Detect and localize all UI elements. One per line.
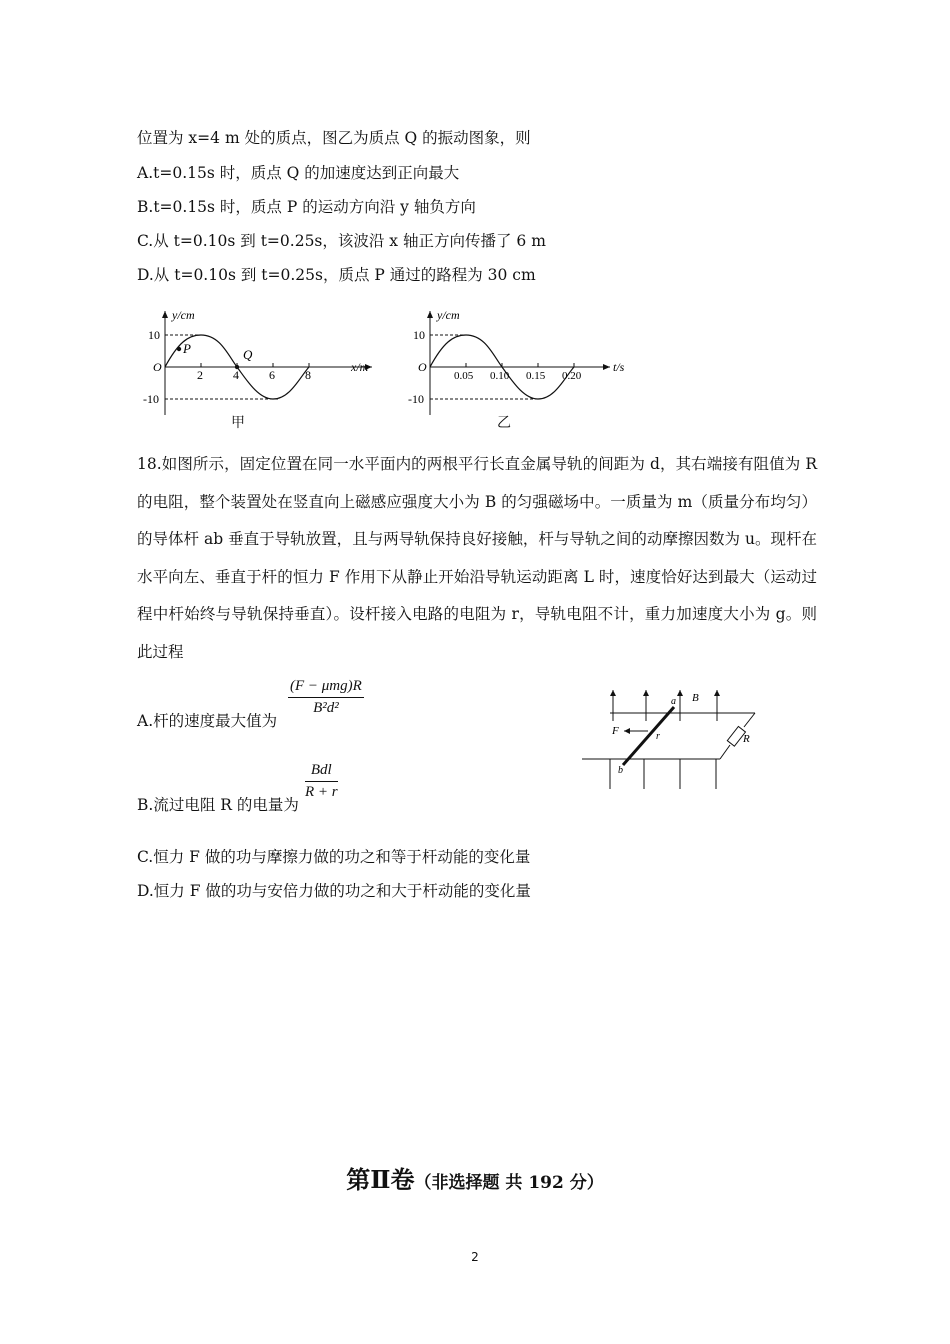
x-tick-label: 6 — [269, 368, 275, 382]
page-number: 2 — [471, 1250, 479, 1264]
resistor-label: R — [743, 733, 750, 745]
q17-option-c: C.从 t=0.10s 到 t=0.25s，该波沿 x 轴正方向传播了 6 m — [137, 232, 546, 250]
point-p-dot — [177, 347, 181, 351]
field-b-label: B — [692, 692, 699, 704]
x-tick-label: 4 — [233, 368, 239, 382]
section-title: 第Ⅱ卷 — [346, 1165, 415, 1194]
rail-rod-figure — [580, 685, 770, 795]
origin-label: O — [153, 360, 162, 374]
x-tick-label: 8 — [305, 368, 311, 382]
q18-option-c: C.恒力 F 做的功与摩擦力做的功之和等于杆动能的变化量 — [137, 848, 531, 866]
rod-resistance-label: r — [656, 731, 660, 742]
y-min-label: -10 — [408, 392, 424, 406]
t-tick-label: 0.05 — [454, 370, 474, 382]
section-subtitle: （非选择题 共 192 分） — [414, 1173, 604, 1193]
x-tick-label: 2 — [197, 368, 203, 382]
q17-option-a: A.t=0.15s 时，质点 Q 的加速度达到正向最大 — [137, 164, 460, 182]
rod-end-a-label: a — [671, 696, 676, 707]
q18-option-a-fraction — [288, 678, 364, 717]
y-max-label: 10 — [148, 328, 160, 342]
fraction-numerator: (F − μmg)R — [288, 678, 364, 698]
y-min-label: -10 — [143, 392, 159, 406]
rod-end-b-label: b — [618, 765, 623, 776]
vibration-graph-yi — [405, 305, 635, 430]
wave-graph-jia — [140, 305, 380, 430]
t-tick-label: 0.15 — [526, 370, 546, 382]
q18-option-b: B.流过电阻 R 的电量为 — [137, 796, 299, 814]
origin-label: O — [418, 360, 427, 374]
t-tick-label: 0.20 — [562, 370, 582, 382]
q17-option-d: D.从 t=0.10s 到 t=0.25s，质点 P 通过的路程为 30 cm — [137, 266, 536, 284]
fraction-denominator: B²d² — [313, 700, 339, 716]
y-axis-label: y/cm — [437, 308, 460, 322]
x-axis-label: x/m — [351, 360, 369, 374]
force-f-label: F — [612, 725, 619, 737]
q17-option-b: B.t=0.15s 时，质点 P 的运动方向沿 y 轴负方向 — [137, 198, 476, 216]
q18-stem: 18.如图所示，固定位置在同一水平面内的两根平行长直金属导轨的间距为 d，其右端接有阻值为 R 的电阻，整个装置处在竖直向上磁感应强度大小为 B 的匀强磁场中。一质量为 m（质量分布均匀）的导体杆 ab 垂直于导轨放置，且与两导轨保持良好接触，杆与导轨之间的动摩擦因数为 u。现杆在水平向左、垂直于杆的恒力 F 作用下从静止开始沿导轨运动距离 L 时，速度恰好达到最大（运动过程中杆始终与导轨保持垂直）。设杆接入电路的电阻为 r，导轨电阻不计，重力加速度大小为 g。则此过程 — [137, 455, 817, 661]
point-p-label: P — [183, 341, 191, 356]
y-max-label: 10 — [413, 328, 425, 342]
fraction-denominator: R + r — [305, 784, 338, 800]
figure-caption-jia: 甲 — [231, 415, 245, 431]
q18-option-d: D.恒力 F 做的功与安倍力做的功之和大于杆动能的变化量 — [137, 882, 531, 900]
q17-stem-tail: 位置为 x=4 m 处的质点，图乙为质点 Q 的振动图象，则 — [137, 129, 531, 147]
fraction-numerator: Bdl — [305, 762, 338, 782]
q18-option-a: A.杆的速度最大值为 — [137, 712, 278, 730]
y-axis-label: y/cm — [172, 308, 195, 322]
rod-ab — [623, 707, 674, 765]
t-tick-label: 0.10 — [490, 370, 510, 382]
t-axis-label: t/s — [613, 360, 625, 374]
q18-option-b-fraction — [305, 762, 338, 801]
point-q-label: Q — [243, 347, 253, 362]
figure-caption-yi: 乙 — [497, 415, 511, 431]
section-heading — [0, 1160, 950, 1195]
